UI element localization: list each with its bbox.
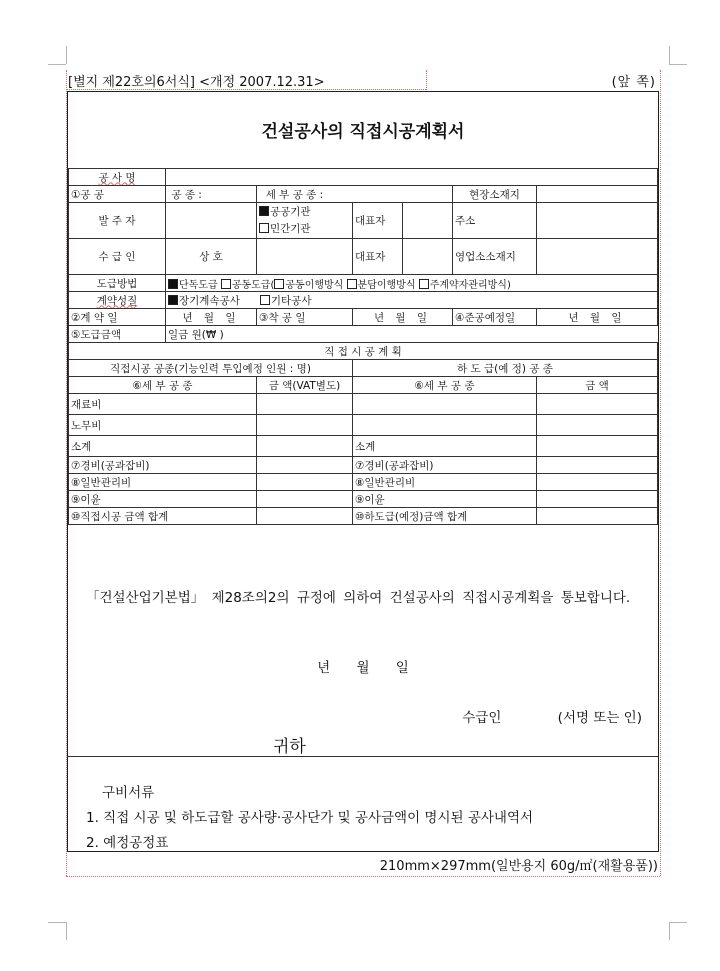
trade-name-label: 상 호 [166,239,257,275]
trade-name-value[interactable] [257,239,353,275]
start-date-value[interactable]: 년 월 일 [353,309,453,326]
labor-amount[interactable] [257,415,353,436]
table-row [69,309,658,326]
document-title: 건설공사의 직접시공계획서 [261,122,465,142]
contract-method-options [166,275,658,292]
address-value[interactable] [537,203,658,239]
crop-mark-bottom-left-h [48,922,66,923]
nature-other[interactable]: 기타공사 [260,295,312,307]
direct-total-amount[interactable] [257,508,353,525]
business-location-value[interactable] [537,239,658,275]
checkbox-icon [221,279,231,289]
paper-spec: 210mm×297mm(일반용지 60g/㎡(재활용품)) [379,859,658,874]
project-name-value[interactable] [166,169,658,186]
profit-amount[interactable] [257,491,353,508]
subtotal2-amount[interactable] [537,436,658,457]
sub-total-amount[interactable] [537,508,658,525]
checkbox-icon [419,279,429,289]
checked-box-icon [168,279,178,289]
crop-mark-top-right [669,46,670,64]
contractor-label: 수 급 인 [69,239,166,275]
completion-date-label: ④준공예정일 [453,309,537,326]
checked-box-icon [259,206,269,216]
table-row [69,394,658,415]
subcontract-header: 하 도 급(예 정) 공 종 [353,360,658,377]
overhead-label: ⑧일반관리비 [69,474,257,491]
guide-line-right [660,70,661,876]
crop-mark-bottom-right-h [669,922,687,923]
labor-label: 노무비 [69,415,257,436]
declaration-date: 년 월 일 [317,660,409,676]
sub-amount-cell[interactable] [537,394,658,415]
work-type-label: ①공 공 [69,186,166,203]
sub-amount-cell[interactable] [537,415,658,436]
expense2-amount[interactable] [537,457,658,474]
sign-note[interactable]: (서명 또는 인) [557,710,642,726]
declaration-text: 「건설산업기본법」 제28조의2의 규정에 의하여 건설공사의 직접시공계획을 통보합니다. [86,590,631,606]
subtotal-label: 소계 [69,436,257,457]
plan-header: 직 접 시 공 계 획 [69,343,658,360]
documents-title: 구비서류 [102,785,155,801]
checkbox-icon [274,279,284,289]
representative-value[interactable] [403,203,453,239]
col-sub-work-2: ⑥세 부 공 종 [353,377,537,394]
contract-method-label: 도급방법 [69,275,166,292]
table-row [69,415,658,436]
method-joint[interactable]: 공동도급( [221,280,275,291]
form-header [68,70,658,90]
private-agency-option[interactable]: 민간기관 [259,221,350,238]
representative-label: 대표자 [353,203,403,239]
page-side: (앞 쪽) [611,75,656,90]
overhead2-amount[interactable] [537,474,658,491]
site-location-value[interactable] [537,186,658,203]
table-row [69,239,658,275]
table-row [69,436,658,457]
crop-mark-top-right-h [669,64,687,65]
table-row [69,169,658,186]
checked-box-icon [168,295,178,305]
expense-amount[interactable] [257,457,353,474]
table-row [69,326,658,343]
table-row [69,343,658,360]
checkbox-icon [260,295,270,305]
table-row [69,186,658,203]
document-item: 2. 예정공정표 [86,835,169,851]
declaration-section [68,568,658,757]
table-row [69,203,658,239]
orderer-value[interactable] [166,203,257,239]
sub-work-label: 세 부 공 종 : [257,186,453,203]
signature-line [462,706,642,726]
contract-nature-label: 계약성질 [69,292,166,309]
table-row [69,275,658,292]
contract-date-label: ②계 약 일 [69,309,166,326]
public-agency-option[interactable]: 공공기관 [259,204,350,221]
contract-amount-value[interactable]: 일금 원(₩ ) [166,326,658,343]
sub-work-cell[interactable] [353,394,537,415]
profit-label: ⑨이윤 [69,491,257,508]
profit2-label: ⑨이윤 [353,491,537,508]
address-label: 주소 [453,203,537,239]
checkbox-icon [259,223,269,233]
table-row [69,457,658,474]
crop-mark-top-left-h [48,64,66,65]
crop-mark-bottom-right [669,922,670,940]
profit2-amount[interactable] [537,491,658,508]
contract-amount-label: ⑤도급금액 [69,326,166,343]
table-row [69,474,658,491]
material-label: 재료비 [69,394,257,415]
completion-date-value[interactable]: 년 월 일 [537,309,658,326]
material-amount[interactable] [257,394,353,415]
method-shared[interactable]: 분담이행방식 [347,280,416,291]
recipient-label: 귀하 [273,737,306,757]
overhead2-label: ⑧일반관리비 [353,474,537,491]
overhead-amount[interactable] [257,474,353,491]
crop-mark-bottom-left [66,922,67,940]
expense2-label: ⑦경비(공과잡비) [353,457,537,474]
sub-work-cell[interactable] [353,415,537,436]
method-main-contractor[interactable]: 주계약자관리방식) [419,280,511,291]
subtotal-amount[interactable] [257,436,353,457]
contract-date-value[interactable]: 년 월 일 [166,309,257,326]
representative2-label: 대표자 [353,239,403,275]
direct-work-header: 직접시공 공종(기능인력 투입예정 인원 : 명) [69,360,353,377]
sub-total-label: ⑩하도급(예정)금액 합계 [353,508,537,525]
guide-line-bottom [66,876,660,877]
work-kind-label: 공 종 : [166,186,257,203]
form-table [68,168,658,525]
table-row [69,360,658,377]
table-row [69,292,658,309]
col-amount: 금 액 [537,377,658,394]
checkbox-icon [347,279,357,289]
representative2-value[interactable] [403,239,453,275]
form-number: [별지 제22호의6서식] <개정 2007.12.31> [68,75,325,90]
method-joint-performance[interactable]: 공동이행방식 [274,280,343,291]
table-row [69,491,658,508]
direct-total-label: ⑩직접시공 금액 합계 [69,508,257,525]
table-row [69,508,658,525]
table-row [69,377,658,394]
contract-nature-options [166,292,658,309]
method-single[interactable]: 단독도급 [168,280,218,291]
nature-long-term[interactable]: 장기계속공사 [168,295,240,307]
orderer-label: 발 주 자 [69,203,166,239]
start-date-label: ③착 공 일 [257,309,353,326]
signer-label: 수급인 [462,710,502,726]
business-location-label: 영업소소재지 [453,239,537,275]
col-amount-vat: 금 액(VAT별도) [257,377,353,394]
form-frame [67,91,659,852]
agency-type [257,203,353,239]
site-location-label: 현장소재지 [453,186,537,203]
project-name-label: 공 사 명 [69,169,166,186]
col-sub-work: ⑥세 부 공 종 [69,377,257,394]
crop-mark-top-left [66,46,67,64]
document-item: 1. 직접 시공 및 하도급할 공사량·공사단가 및 공사금액이 명시된 공사내역서 [86,810,534,826]
expense-label: ⑦경비(공과잡비) [69,457,257,474]
subtotal2-label: 소계 [353,436,537,457]
